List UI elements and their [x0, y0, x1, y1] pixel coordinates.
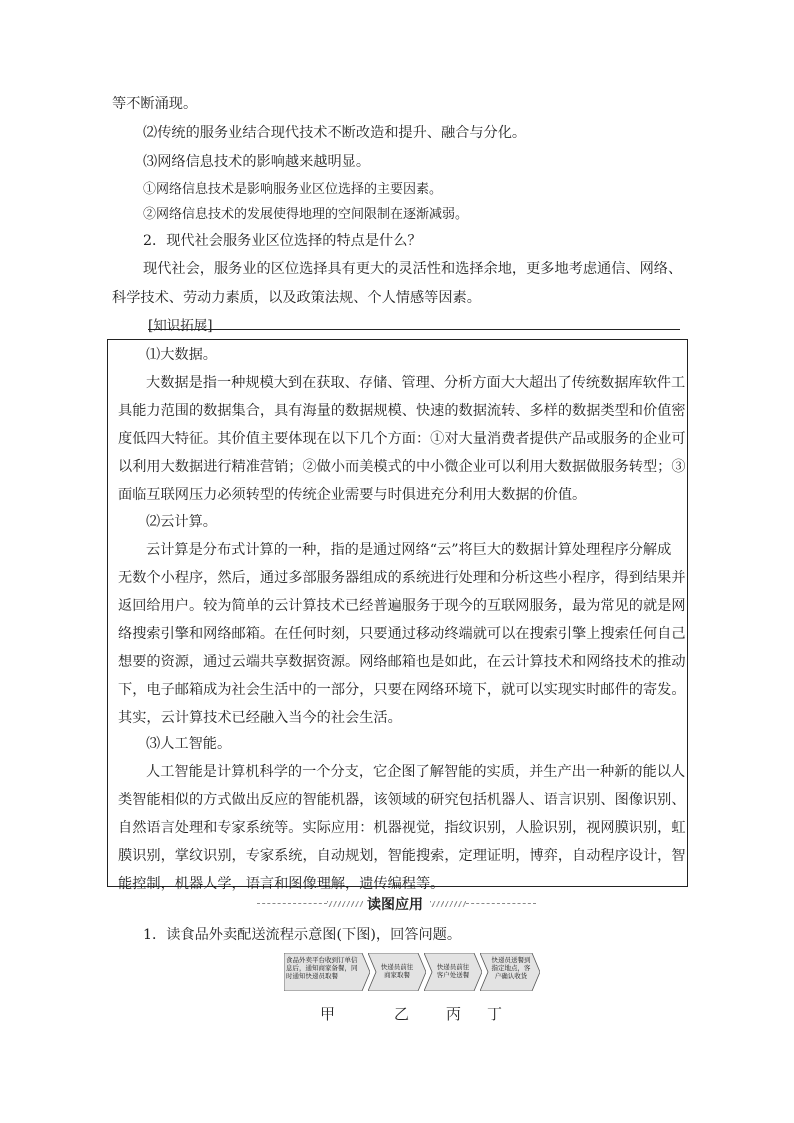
bigdata-title: ⑴大数据。: [146, 347, 217, 363]
knowledge-box: [107, 339, 688, 892]
cloud-line: 云计算是分布式计算的一种，指的是通过网络“云”将巨大的数据计算处理程序分解成: [146, 542, 672, 558]
flow-stage-1-text: 食品外卖平台收到订单信息后，通知商家备餐，同时通知快递员取餐: [286, 956, 358, 980]
cloud-line: 络搜索引擎和网络邮箱。在任何时刻，只要通过移动终端就可以在搜索引擎上搜索任何自己: [118, 626, 686, 642]
heading-hatch-left: [327, 901, 363, 907]
cloud-line: 下，电子邮箱成为社会生活中的一部分，只要在网络环境下，就可以实现实时邮件的寄发。: [118, 682, 686, 698]
flow-stage-4: [480, 953, 540, 991]
flow-label-bing: 丙: [446, 1005, 462, 1023]
cloud-title: ⑵云计算。: [146, 514, 217, 530]
subpoint-2: ②网络信息技术的发展使得地理的空间限制在逐渐减弱。: [143, 207, 469, 222]
point-2: ⑵传统的服务业结合现代技术不断改造和提升、融合与分化。: [143, 125, 527, 141]
flow-stage-3: [424, 953, 482, 991]
flow-stage-1: [284, 953, 370, 991]
cloud-line: 返回给用户。较为简单的云计算技术已经普遍服务于现今的互联网服务，最为常见的就是网: [118, 598, 686, 614]
bigdata-line: 以利用大数据进行精准营销；②做小而美模式的中小微企业可以利用大数据做服务转型；③: [118, 459, 686, 475]
section-title: 读图应用: [367, 897, 423, 913]
cloud-line: 想要的资源，通过云端共享数据资源。网络邮箱也是如此，在云计算技术和网络技术的推动: [118, 654, 686, 670]
ai-line: 自然语言处理和专家系统等。实际应用：机器视觉，指纹识别，人脸识别，视网膜识别，虹: [118, 820, 686, 836]
cloud-line: 其实，云计算技术已经融入当今的社会生活。: [118, 710, 402, 726]
knowledge-rule: [148, 329, 680, 330]
heading-dash-right: [466, 903, 536, 904]
flow-stage-4-text: 快递员送餐到指定地点，客户确认收货: [491, 956, 531, 980]
ai-line: 能控制，机器人学，语言和图像理解，遗传编程等。: [118, 876, 445, 892]
question-1: 1．读食品外卖配送流程示意图(下图)，回答问题。: [143, 927, 462, 943]
heading-hatch-right: [430, 901, 466, 907]
question-2: 2．现代社会服务业区位选择的特点是什么？: [143, 233, 422, 249]
point-3: ⑶网络信息技术的影响越来越明显。: [143, 154, 371, 170]
ai-line: 人工智能是计算机科学的一个分支，它企图了解智能的实质，并生产出一种新的能以人: [146, 764, 686, 780]
heading-dash-left: [257, 903, 327, 904]
delivery-flow-diagram: [284, 953, 540, 991]
ai-title: ⑶人工智能。: [146, 736, 232, 752]
section-heading: [0, 893, 794, 915]
answer-line-1: 现代社会，服务业的区位选择具有更大的灵活性和选择余地，更多地考虑通信、网络、: [143, 261, 683, 277]
flow-stage-3-text: 快递员前往客户处送餐: [436, 963, 470, 979]
flow-label-ding: 丁: [487, 1005, 503, 1023]
bigdata-line: 大数据是指一种规模大到在获取、存储、管理、分析方面大大超出了传统数据库软件工: [146, 375, 686, 391]
flow-label-jia: 甲: [320, 1005, 336, 1023]
cloud-line: 无数个小程序，然后，通过多部服务器组成的系统进行处理和分析这些小程序，得到结果并: [118, 570, 686, 586]
bigdata-line: 度低四大特征。其价值主要体现在以下几个方面：①对大量消费者提供产品或服务的企业可: [118, 431, 686, 447]
knowledge-label: [知识拓展]: [148, 318, 213, 334]
subpoint-1: ①网络信息技术是影响服务业区位选择的主要因素。: [143, 182, 443, 197]
ai-line: 类智能相似的方式做出反应的智能机器，该领域的研究包括机器人、语言识别、图像识别、: [118, 792, 686, 808]
para-continuation: 等不断涌现。: [112, 96, 198, 112]
flow-stage-2: [368, 953, 426, 991]
answer-line-2: 科学技术、劳动力素质，以及政策法规、个人情感等因素。: [112, 290, 481, 306]
ai-line: 膜识别，掌纹识别，专家系统，自动规划，智能搜索，定理证明，博弈，自动程序设计，智: [118, 848, 686, 864]
bigdata-line: 具能力范围的数据集合，具有海量的数据规模、快速的数据流转、多样的数据类型和价值密: [118, 403, 686, 419]
bigdata-line: 面临互联网压力必须转型的传统企业需要与时俱进充分利用大数据的价值。: [118, 487, 587, 503]
flow-stage-2-text: 快递员前往商家取餐: [380, 963, 414, 979]
flow-label-yi: 乙: [394, 1005, 410, 1023]
